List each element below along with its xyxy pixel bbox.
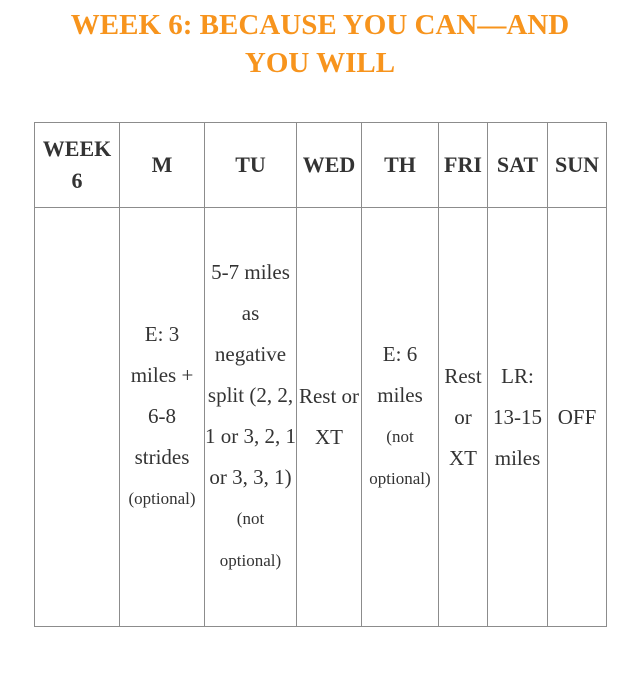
cell-friday xyxy=(439,208,488,627)
header-friday: FRI xyxy=(439,123,488,208)
cell-week xyxy=(35,208,120,627)
cell-sunday xyxy=(548,208,607,627)
page-title-line-1: WEEK 6: BECAUSE YOU CAN—AND xyxy=(70,9,570,41)
cell-thursday xyxy=(362,208,439,627)
cell-sunday-text: OFF xyxy=(557,404,597,429)
cell-wednesday xyxy=(297,208,362,627)
header-tuesday: TU xyxy=(205,123,297,208)
cell-saturday-text: LR: 13-15 miles xyxy=(493,363,542,470)
table-row xyxy=(35,208,607,627)
cell-monday-note: (optional) xyxy=(128,489,196,508)
cell-friday-text: Rest or XT xyxy=(444,363,482,470)
cell-monday xyxy=(120,208,205,627)
page-title-line-2: YOU WILL xyxy=(244,47,396,79)
cell-tuesday-text: 5-7 miles as negative split (2, 2, 1 or 3, 2, 1 or 3, 3, 1) xyxy=(205,260,296,489)
header-week: WEEK 6 xyxy=(35,123,120,208)
training-schedule-table xyxy=(34,122,607,627)
cell-wednesday-text: Rest or XT xyxy=(298,384,360,449)
cell-monday-text: E: 3 miles + 6-8 strides xyxy=(130,322,194,469)
header-thursday: TH xyxy=(362,123,439,208)
cell-saturday xyxy=(488,208,548,627)
header-saturday: SAT xyxy=(488,123,548,208)
header-wednesday: WED xyxy=(297,123,362,208)
cell-thursday-text: E: 6 miles xyxy=(377,342,423,407)
cell-thursday-note: (not optional) xyxy=(369,427,431,488)
header-sunday: SUN xyxy=(548,123,607,208)
cell-tuesday xyxy=(205,208,297,627)
cell-tuesday-note: (not optional) xyxy=(219,509,282,570)
header-monday: M xyxy=(120,123,205,208)
table-header-row xyxy=(35,123,607,208)
page-title xyxy=(0,6,640,82)
